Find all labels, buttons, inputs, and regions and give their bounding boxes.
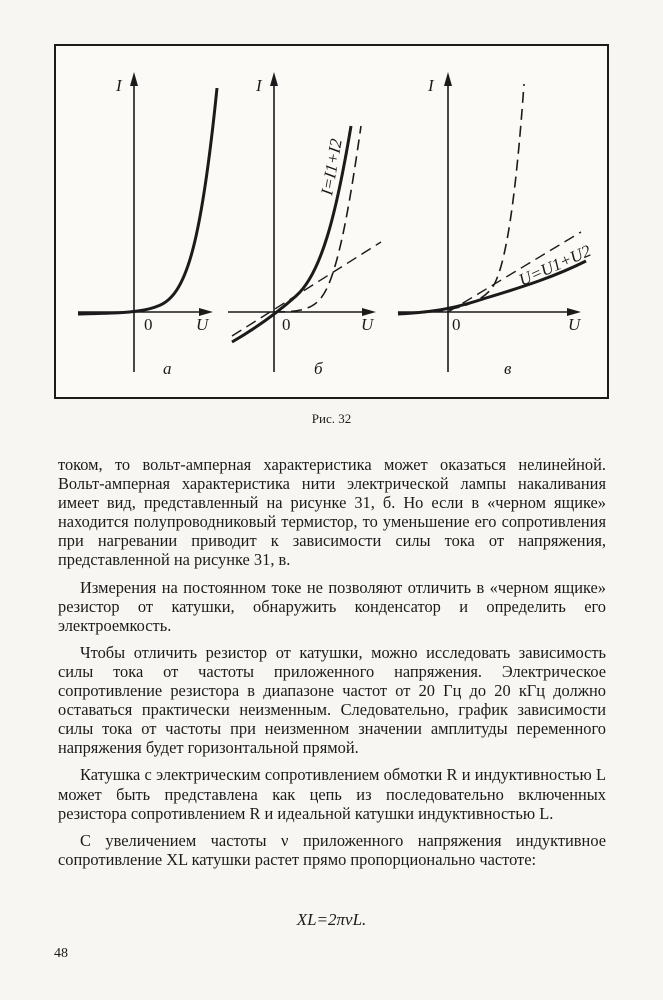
figure-32 (54, 44, 609, 399)
paragraph-3: Чтобы отличить резистор от катушки, можно исследовать зависимость силы тока от частоты приложенного напряжения. Электрическое сопротивление резистора в диапазоне частот от 20 Гц до 20 кГц должно оставаться практически неизменным. Следовательно, график зависимости силы тока от частоты при неизменном значении амплитуды переменного напряжения будет горизонтальной прямой. (58, 642, 606, 758)
panel-a-x-label: U (196, 315, 209, 334)
panel-b-letter: б (314, 359, 323, 378)
paragraph-1: током, то вольт-амперная характеристика может оказаться нелинейной. Вольт-амперная характеристика нити электрической лампы накаливания имеет вид, представленный на рисунке 31, б. Но если в «черном ящике» находится полупроводниковый термистор, то уменьшение его сопротивления при нагревании приводит к зависимости силы тока от напряжения, представленной на рисунке 31, в. (58, 455, 606, 570)
panel-c-dashed-curve (398, 84, 524, 314)
panel-c-curve-label: U=U1+U2 (515, 241, 594, 290)
paragraph-2: Измерения на постоянном токе не позволяют отличить в «черном ящике» резистор от катушки, обнаружить конденсатор и определить его электроемкость. (58, 577, 606, 635)
panel-a-y-arrow (130, 72, 138, 86)
panel-c-letter: в (504, 359, 512, 378)
panel-b-origin: 0 (282, 315, 291, 334)
formula (0, 910, 663, 930)
body-text (58, 455, 606, 877)
figure-caption: Рис. 32 (311, 411, 352, 426)
page-number: 48 (54, 946, 68, 961)
panel-b-dashed-curve (274, 126, 361, 312)
panel-b (228, 72, 381, 372)
panel-a-y-label: I (116, 76, 122, 95)
panel-c-origin: 0 (452, 315, 461, 334)
figure-32-drawing (56, 46, 607, 397)
panel-c (398, 72, 586, 372)
paragraph-5: С увеличением частоты ν приложенного напряжения индуктивное сопротивление XL катушки растет прямо пропорционально частоте: (58, 830, 606, 869)
panel-c-y-arrow (444, 72, 452, 86)
panel-c-x-label: U (568, 315, 581, 334)
panel-b-curve-label: I=I1+I2 (317, 137, 346, 197)
panel-b-y-arrow (270, 72, 278, 86)
panel-c-y-label: I (428, 76, 434, 95)
panel-a-curve (78, 88, 217, 314)
panel-a-origin: 0 (144, 315, 153, 334)
formula-text: XL=2πνL. (296, 910, 367, 929)
panel-b-y-label: I (256, 76, 262, 95)
paragraph-4: Катушка с электрическим сопротивлением обмотки R и индуктивностью L может быть представлена как цепь из последовательно включенных резистора сопротивлением R и идеальной катушки индуктивностью L. (58, 765, 606, 823)
panel-a-letter: а (163, 359, 172, 378)
panel-b-x-label: U (361, 315, 374, 334)
panel-b-dashed-line (232, 242, 381, 336)
